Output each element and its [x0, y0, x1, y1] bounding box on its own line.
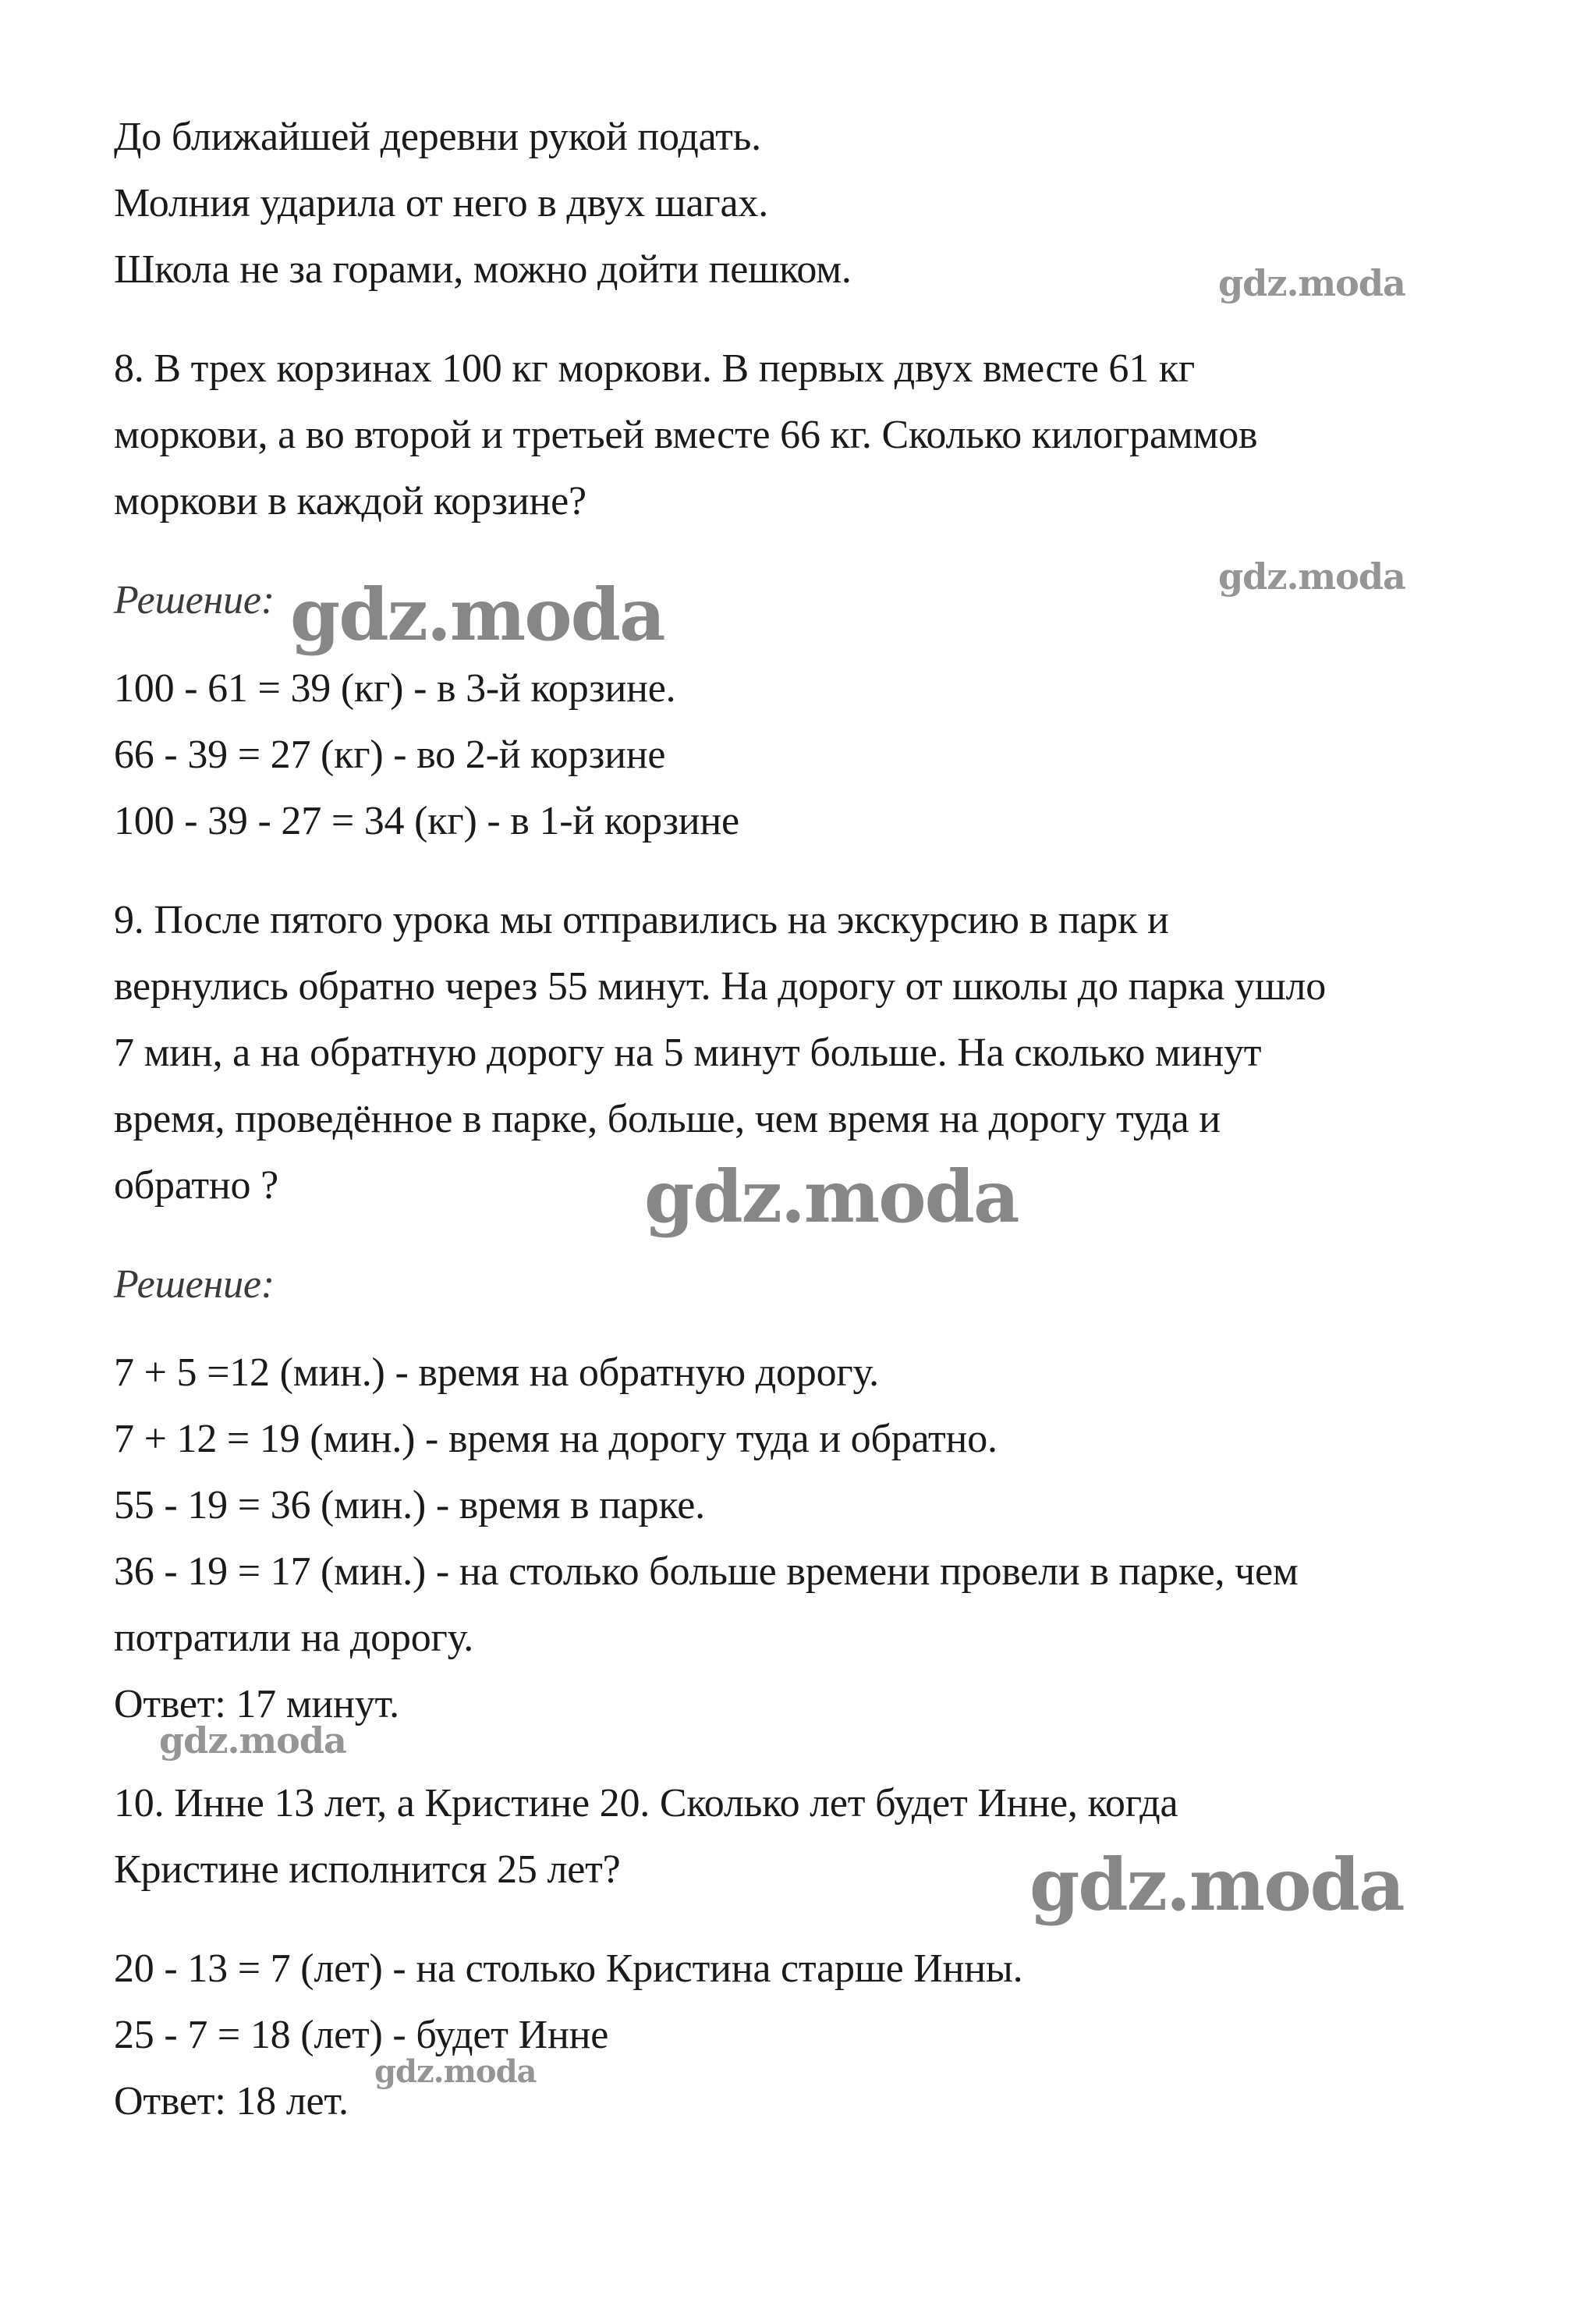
text-line: Школа не за горами, можно дойти пешком.: [114, 247, 852, 292]
answer-line: Ответ: 17 минут.: [114, 1682, 399, 1726]
solution-line: 36 - 19 = 17 (мин.) - на столько больше времени провели в парке, чем: [114, 1549, 1299, 1594]
watermark: gdz.moda: [1218, 555, 1405, 598]
task-9-text: 7 мин, а на обратную дорогу на 5 минут больше. На сколько минут: [114, 1031, 1262, 1075]
text-line: До ближайшей деревни рукой подать.: [114, 115, 761, 159]
task-10-text: 10. Инне 13 лет, а Кристине 20. Сколько лет будет Инне, когда: [114, 1781, 1178, 1825]
watermark: gdz.moda: [1218, 262, 1405, 304]
watermark: gdz.moda: [374, 2053, 537, 2090]
solution-line: 66 - 39 = 27 (кг) - во 2-й корзине: [114, 733, 666, 777]
task-8-text: моркови в каждой корзине?: [114, 479, 586, 523]
task-9-text: обратно ?: [114, 1163, 279, 1208]
solution-line: 55 - 19 = 36 (мин.) - время в парке.: [114, 1483, 705, 1527]
task-8-text: моркови, а во второй и третьей вместе 66 кг. Сколько килограммов: [114, 413, 1258, 457]
solution-line: 20 - 13 = 7 (лет) - на столько Кристина старше Инны.: [114, 1946, 1023, 1991]
watermark: gdz.moda: [1029, 1843, 1404, 1927]
solution-line: 25 - 7 = 18 (лет) - будет Инне: [114, 2013, 609, 2057]
text-line: Молния ударила от него в двух шагах.: [114, 181, 768, 225]
solution-label: Решение:: [114, 1262, 275, 1307]
task-10-text: Кристине исполнится 25 лет?: [114, 1847, 621, 1892]
watermark: gdz.moda: [290, 573, 664, 657]
watermark: gdz.moda: [644, 1155, 1019, 1239]
solution-line: потратили на дорогу.: [114, 1616, 474, 1660]
task-9-text: вернулись обратно через 55 минут. На дорогу от школы до парка ушло: [114, 964, 1327, 1009]
task-8-text: 8. В трех корзинах 100 кг моркови. В первых двух вместе 61 кг: [114, 346, 1196, 391]
solution-line: 100 - 61 = 39 (кг) - в 3-й корзине.: [114, 666, 676, 711]
watermark: gdz.moda: [159, 1719, 346, 1762]
task-9-text: 9. После пятого урока мы отправились на экскурсию в парк и: [114, 898, 1169, 942]
task-9-text: время, проведённое в парке, больше, чем время на дорогу туда и: [114, 1097, 1221, 1141]
solution-line: 7 + 5 =12 (мин.) - время на обратную дорогу.: [114, 1350, 879, 1395]
solution-line: 100 - 39 - 27 = 34 (кг) - в 1-й корзине: [114, 799, 739, 843]
solution-label: Решение:: [114, 578, 275, 623]
solution-line: 7 + 12 = 19 (мин.) - время на дорогу туда и обратно.: [114, 1417, 998, 1461]
answer-line: Ответ: 18 лет.: [114, 2079, 349, 2124]
